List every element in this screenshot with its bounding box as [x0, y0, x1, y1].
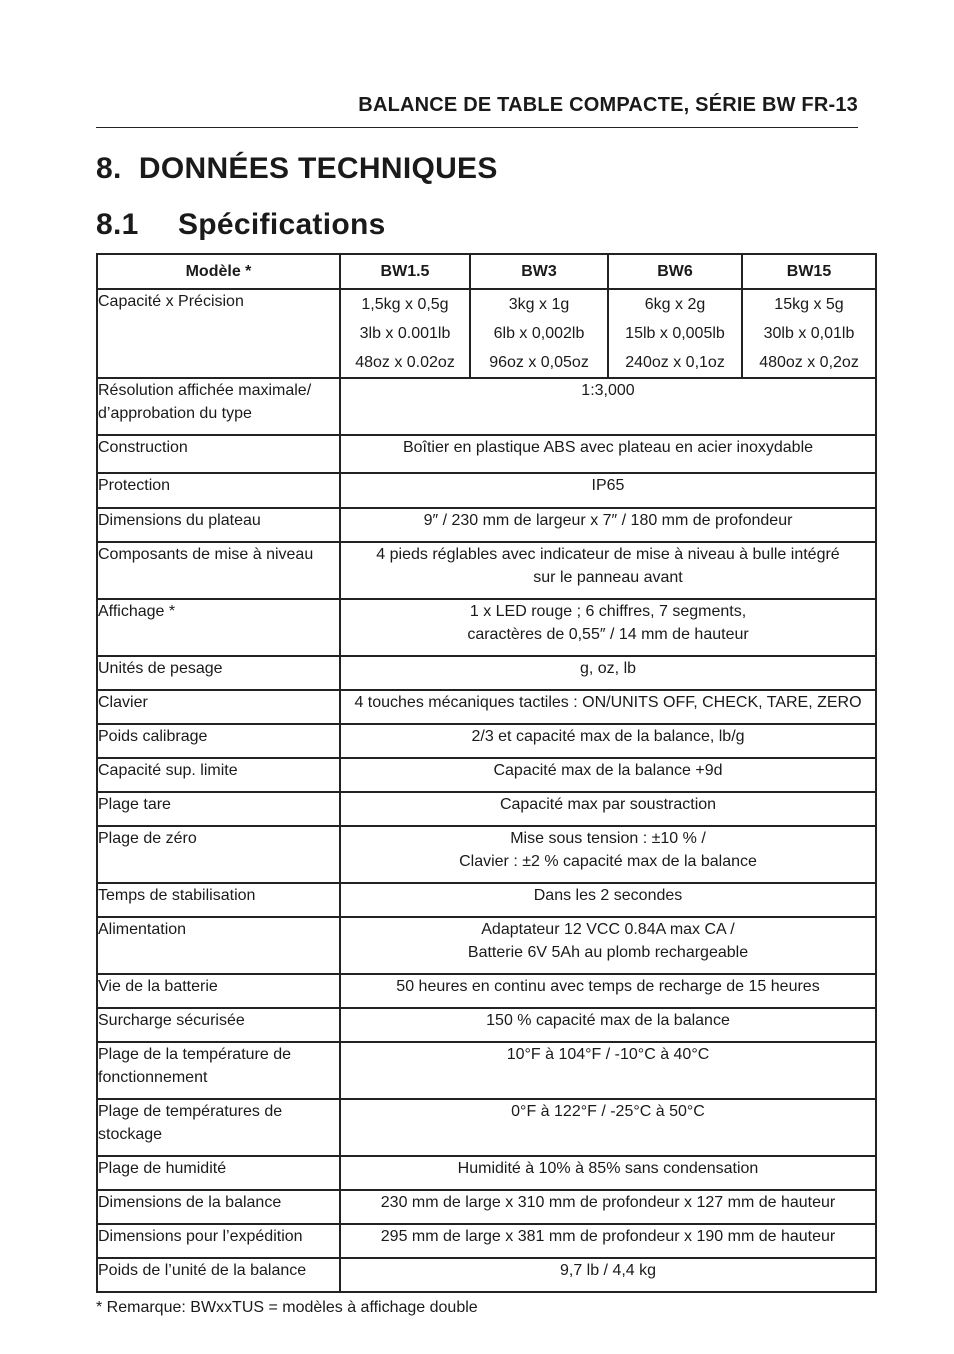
row-label [97, 724, 340, 758]
table-row [97, 378, 876, 435]
row-label [97, 1099, 340, 1156]
row-label [97, 656, 340, 690]
table-row [97, 883, 876, 917]
cell-line: Alimentation [98, 921, 187, 938]
table-row [97, 1042, 876, 1099]
row-value [340, 1008, 876, 1042]
cell-line: d’approbation du type [98, 405, 252, 422]
cell-line: 50 heures en continu avec temps de recharge de 15 heures [396, 978, 820, 995]
cell-line: Capacité sup. limite [98, 762, 238, 779]
row-label [97, 1190, 340, 1224]
row-label [97, 1224, 340, 1258]
cell-line: Boîtier en plastique ABS avec plateau en acier inoxydable [402, 439, 814, 456]
row-value [340, 1099, 876, 1156]
cell-line: 4 pieds réglables avec indicateur de mise à niveau à bulle intégré [376, 546, 840, 563]
cell-line: 6kg x 2g [644, 296, 706, 313]
cell-line: stockage [98, 1126, 163, 1143]
cell-line: IP65 [591, 477, 625, 494]
cell-line: Plage tare [98, 796, 171, 813]
row-label [97, 378, 340, 435]
cell-line: caractères de 0,55″ / 14 mm de hauteur [467, 626, 749, 643]
row-value [340, 435, 876, 473]
subsection-heading [96, 208, 386, 242]
column-header: BW3 [470, 254, 608, 289]
cell-line: Poids calibrage [98, 728, 208, 745]
row-value [340, 1258, 876, 1292]
table-row [97, 917, 876, 974]
cell-line: Construction [98, 439, 188, 456]
row-label [97, 599, 340, 656]
cell-line: Plage de la température de [98, 1046, 292, 1063]
cell-line: Résolution affichée maximale/ [98, 382, 312, 399]
table-row [97, 724, 876, 758]
row-label [97, 758, 340, 792]
cell-line: Mise sous tension : ±10 % / [510, 830, 706, 847]
cell-line: Dimensions de la balance [98, 1194, 282, 1211]
row-value [340, 917, 876, 974]
row-label: Capacité x Précision [97, 289, 340, 378]
cell-line: 9″ / 230 mm de largeur x 7″ / 180 mm de profondeur [423, 512, 793, 529]
row-value [340, 599, 876, 656]
row-value [340, 974, 876, 1008]
cell-line: 295 mm de large x 381 mm de profondeur x 190 mm de hauteur [380, 1228, 836, 1245]
table-row [97, 435, 876, 473]
specifications-table [96, 253, 877, 1293]
row-value [340, 724, 876, 758]
cell-line: 9,7 lb / 4,4 kg [559, 1262, 657, 1279]
row-label [97, 917, 340, 974]
cell-line: 4 touches mécaniques tactiles : ON/UNITS OFF, CHECK, TARE, ZERO [354, 694, 862, 711]
cell-line: Vie de la batterie [98, 978, 218, 995]
cell-line: 1:3,000 [581, 382, 635, 399]
cell-line: Plage de humidité [98, 1160, 227, 1177]
cell-line: 0°F à 122°F / -25°C à 50°C [511, 1103, 705, 1120]
table-row [97, 974, 876, 1008]
row-label [97, 826, 340, 883]
cell-line: 15lb x 0,005lb [625, 325, 725, 342]
cell-line: 480oz x 0,2oz [759, 354, 859, 371]
cell-line: fonctionnement [98, 1069, 208, 1086]
table-row [97, 473, 876, 508]
table-row [97, 1099, 876, 1156]
subsection-title: Spécifications [178, 208, 386, 241]
capacity-cell [470, 289, 608, 378]
cell-line: Composants de mise à niveau [98, 546, 314, 563]
row-value [340, 792, 876, 826]
table-row [97, 542, 876, 599]
cell-line: 1 x LED rouge ; 6 chiffres, 7 segments, [469, 603, 747, 620]
cell-line: Adaptateur 12 VCC 0.84A max CA / [481, 921, 735, 938]
table-row [97, 656, 876, 690]
cell-line: sur le panneau avant [533, 569, 683, 586]
cell-line: 1,5kg x 0,5g [361, 296, 449, 313]
cell-line: 6lb x 0,002lb [493, 325, 585, 342]
row-value [340, 473, 876, 508]
table-row [97, 792, 876, 826]
section-title: 8. DONNÉES TECHNIQUES [96, 152, 498, 185]
cell-line: 10°F à 104°F / -10°C à 40°C [506, 1046, 710, 1063]
table-row [97, 1258, 876, 1292]
row-value [340, 1224, 876, 1258]
cell-line: Dimensions du plateau [98, 512, 261, 529]
cell-line: Temps de stabilisation [98, 887, 256, 904]
row-label [97, 473, 340, 508]
table-row [97, 599, 876, 656]
column-header: BW1.5 [340, 254, 470, 289]
cell-line: g, oz, lb [579, 660, 637, 677]
row-value [340, 1156, 876, 1190]
table-header-row [97, 254, 876, 289]
table-row [97, 1008, 876, 1042]
cell-line: Protection [98, 477, 171, 494]
cell-line: 240oz x 0,1oz [625, 354, 725, 371]
cell-line: 230 mm de large x 310 mm de profondeur x 127 mm de hauteur [380, 1194, 836, 1211]
table-row [97, 758, 876, 792]
header-rule [96, 127, 858, 128]
row-value [340, 826, 876, 883]
cell-line: 96oz x 0,05oz [489, 354, 589, 371]
running-header: BALANCE DE TABLE COMPACTE, SÉRIE BW FR-13 [358, 94, 858, 116]
cell-line: Affichage * [98, 603, 176, 620]
row-label [97, 542, 340, 599]
row-value [340, 542, 876, 599]
row-label [97, 883, 340, 917]
cell-line: 2/3 et capacité max de la balance, lb/g [471, 728, 745, 745]
column-header: BW6 [608, 254, 742, 289]
row-value [340, 758, 876, 792]
capacity-cell [340, 289, 470, 378]
table-row [97, 1156, 876, 1190]
row-value [340, 1190, 876, 1224]
cell-line: Humidité à 10% à 85% sans condensation [457, 1160, 759, 1177]
cell-line: 48oz x 0.02oz [355, 354, 455, 371]
cell-line: Clavier [98, 694, 148, 711]
cell-line: Batterie 6V 5Ah au plomb rechargeable [467, 944, 749, 961]
cell-line: Poids de l’unité de la balance [98, 1262, 307, 1279]
table-row [97, 289, 876, 378]
table-row [97, 690, 876, 724]
row-value [340, 656, 876, 690]
subsection-number: 8.1 [96, 208, 139, 241]
table-row [97, 1224, 876, 1258]
row-label [97, 974, 340, 1008]
cell-line: Dimensions pour l’expédition [98, 1228, 303, 1245]
cell-line: Capacité max de la balance +9d [493, 762, 723, 779]
cell-line: Dans les 2 secondes [533, 887, 683, 904]
cell-line: Plage de températures de [98, 1103, 283, 1120]
cell-line: 3kg x 1g [508, 296, 570, 313]
row-label [97, 1042, 340, 1099]
row-label [97, 508, 340, 542]
row-value [340, 378, 876, 435]
capacity-cell [608, 289, 742, 378]
cell-line: 150 % capacité max de la balance [486, 1012, 730, 1029]
cell-line: Surcharge sécurisée [98, 1012, 245, 1029]
row-label [97, 1258, 340, 1292]
row-value [340, 883, 876, 917]
table-row [97, 1190, 876, 1224]
capacity-cell [742, 289, 876, 378]
row-label [97, 435, 340, 473]
row-value [340, 690, 876, 724]
table-row [97, 826, 876, 883]
cell-line: Clavier : ±2 % capacité max de la balance [459, 853, 757, 870]
footnote: * Remarque: BWxxTUS = modèles à affichage double [96, 1299, 478, 1316]
cell-line: Plage de zéro [98, 830, 197, 847]
row-label [97, 1008, 340, 1042]
table-row [97, 508, 876, 542]
cell-line: Capacité max par soustraction [499, 796, 717, 813]
row-label [97, 792, 340, 826]
row-label [97, 690, 340, 724]
cell-line: 30lb x 0,01lb [763, 325, 855, 342]
row-value [340, 508, 876, 542]
column-header: Modèle * [97, 254, 340, 289]
cell-line: 3lb x 0.001lb [359, 325, 451, 342]
row-value [340, 1042, 876, 1099]
row-label [97, 1156, 340, 1190]
cell-line: Unités de pesage [98, 660, 223, 677]
column-header: BW15 [742, 254, 876, 289]
cell-line: 15kg x 5g [774, 296, 844, 313]
